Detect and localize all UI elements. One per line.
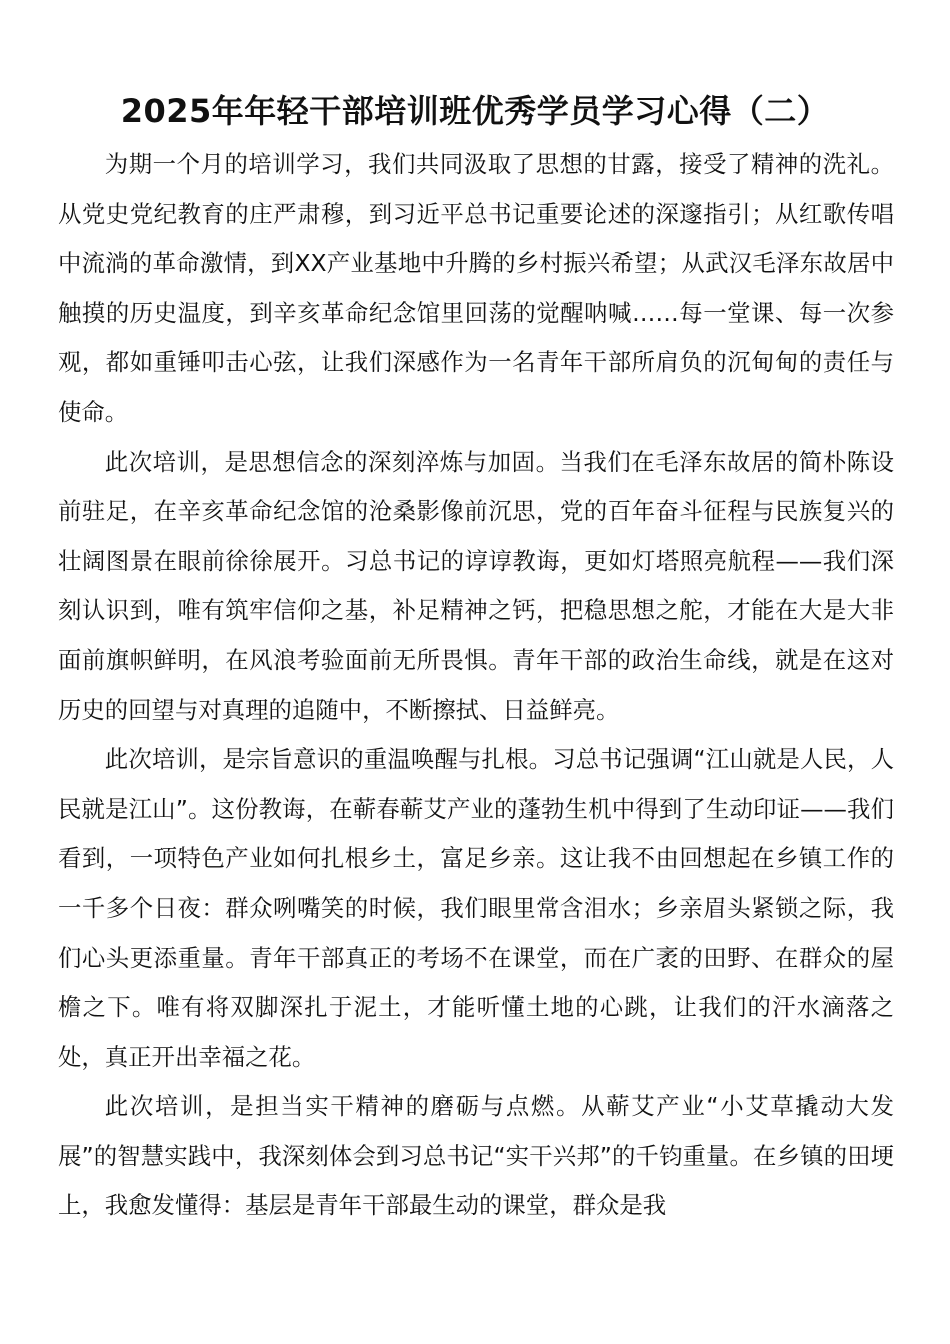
paragraph-4: 此次培训，是担当实干精神的磨砺与点燃。从蕲艾产业“小艾草撬动大发展”的智慧实践中，我深刻体会到习总书记“实干兴邦”的千钧重量。在乡镇的田埂上，我愈发懂得：基层是青年干部最生动的课堂，群众是我 [58, 1092, 894, 1220]
document-body [58, 140, 894, 1231]
paragraph-1: 为期一个月的培训学习，我们共同汲取了思想的甘露，接受了精神的洗礼。从党史党纪教育的庄严肃穆，到习近平总书记重要论述的深邃指引；从红歌传唱中流淌的革命激情，到XX产业基地中升腾的乡村振兴希望；从武汉毛泽东故居中触摸的历史温度，到辛亥革命纪念馆里回荡的觉醒呐喊……每一堂课、每一次参观，都如重锤叩击心弦，让我们深感作为一名青年干部所肩负的沉甸甸的责任与使命。 [58, 150, 894, 426]
paragraph-3: 此次培训，是宗旨意识的重温唤醒与扎根。习总书记强调“江山就是人民，人民就是江山”。这份教诲，在蕲春蕲艾产业的蓬勃生机中得到了生动印证——我们看到，一项特色产业如何扎根乡土，富足乡亲。这让我不由回想起在乡镇工作的一千多个日夜：群众咧嘴笑的时候，我们眼里常含泪水；乡亲眉头紧锁之际，我们心头更添重量。青年干部真正的考场不在课堂，而在广袤的田野、在群众的屋檐之下。唯有将双脚深扎于泥土，才能听懂土地的心跳，让我们的汗水滴落之处，真正开出幸福之花。 [58, 745, 894, 1071]
document-title: 2025年年轻干部培训班优秀学员学习心得（二） [120, 92, 830, 131]
paragraph-2: 此次培训，是思想信念的深刻淬炼与加固。当我们在毛泽东故居的简朴陈设前驻足，在辛亥革命纪念馆的沧桑影像前沉思，党的百年奋斗征程与民族复兴的壮阔图景在眼前徐徐展开。习总书记的谆谆教诲，更如灯塔照亮航程——我们深刻认识到，唯有筑牢信仰之基，补足精神之钙，把稳思想之舵，才能在大是大非面前旗帜鲜明，在风浪考验面前无所畏惧。青年干部的政治生命线，就是在这对历史的回望与对真理的追随中，不断擦拭、日益鲜亮。 [58, 447, 894, 724]
